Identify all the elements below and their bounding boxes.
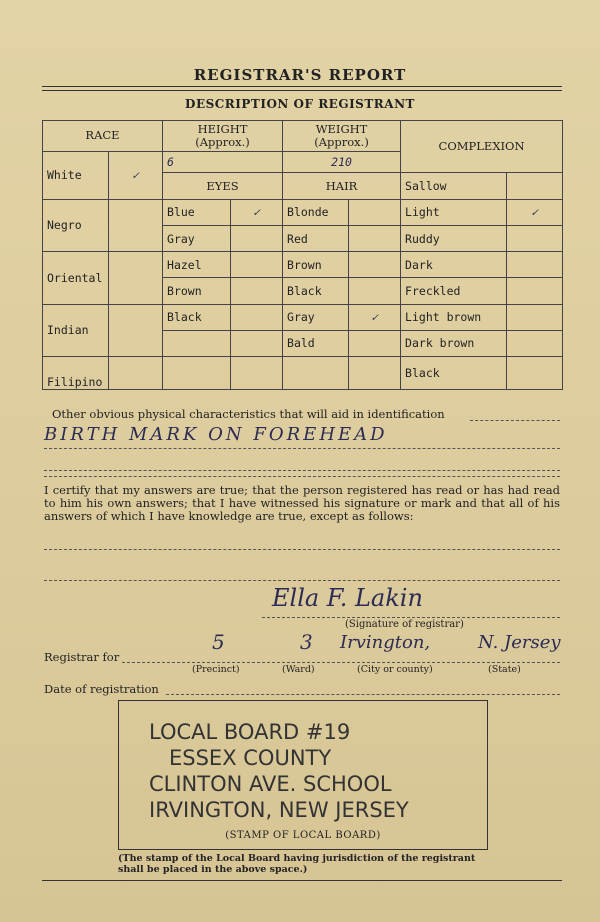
complexion-black: Black [401, 357, 507, 390]
title-rule-2 [42, 90, 562, 91]
complexion-light-check: ✓ [507, 199, 563, 225]
description-table [42, 120, 563, 390]
ward-label: (Ward) [282, 664, 315, 675]
weight-value: 210 [283, 151, 401, 173]
title-rule [42, 86, 562, 87]
complexion-sallow: Sallow [401, 173, 507, 199]
race-white-check: ✓ [109, 151, 163, 199]
eyes-header: EYES [163, 173, 283, 199]
date-label: Date of registration [44, 682, 159, 696]
hair-red: Red [283, 225, 349, 251]
precinct-label: (Precinct) [192, 664, 240, 675]
state-label: (State) [488, 664, 521, 675]
height-header: HEIGHT (Approx.) [163, 121, 283, 152]
race-filipino-label: Filipino [43, 357, 109, 390]
hair-blonde: Blonde [283, 199, 349, 225]
city-label: (City or county) [357, 664, 433, 675]
hair-bald: Bald [283, 330, 349, 356]
eyes-gray: Gray [163, 225, 231, 251]
complexion-dark-brown: Dark brown [401, 330, 507, 356]
state-value: N. Jersey [478, 632, 561, 653]
complexion-ruddy: Ruddy [401, 225, 507, 251]
eyes-brown: Brown [163, 278, 231, 304]
race-header: RACE [43, 121, 163, 152]
complexion-light: Light [401, 199, 507, 225]
complexion-light-brown: Light brown [401, 304, 507, 330]
registrar-for-label: Registrar for [44, 650, 120, 664]
weight-header: WEIGHT (Approx.) [283, 121, 401, 152]
hair-gray-check: ✓ [349, 304, 401, 330]
description-subtitle: DESCRIPTION OF REGISTRANT [185, 97, 415, 111]
city-value: Irvington, [340, 632, 431, 653]
hair-header: HAIR [283, 173, 401, 199]
bottom-rule [42, 880, 562, 881]
race-negro-label: Negro [43, 199, 109, 251]
eyes-blue-check: ✓ [231, 199, 283, 225]
report-title: REGISTRAR'S REPORT [193, 66, 407, 84]
stamp-text: LOCAL BOARD #19 ESSEX COUNTY CLINTON AVE. SCHOOL IRVINGTON, NEW JERSEY [149, 720, 409, 822]
signature-label: (Signature of registrar) [345, 619, 464, 630]
hair-black: Black [283, 278, 349, 304]
height-value: 6 [163, 151, 283, 173]
stamp-caption: (STAMP OF LOCAL BOARD) [225, 830, 381, 841]
hair-gray: Gray [283, 304, 349, 330]
race-white-label: White [43, 151, 109, 199]
eyes-blue: Blue [163, 199, 231, 225]
precinct-value: 5 [212, 630, 225, 654]
complexion-dark: Dark [401, 252, 507, 278]
race-indian-label: Indian [43, 304, 109, 356]
local-board-stamp [118, 700, 488, 850]
registrar-signature: Ella F. Lakin [272, 584, 423, 612]
other-characteristics-value: BIRTH MARK ON FOREHEAD [44, 424, 388, 445]
complexion-header: COMPLEXION [401, 121, 563, 173]
eyes-black: Black [163, 304, 231, 330]
hair-brown: Brown [283, 252, 349, 278]
complexion-freckled: Freckled [401, 278, 507, 304]
race-oriental-label: Oriental [43, 252, 109, 304]
other-characteristics-label: Other obvious physical characteristics that will aid in identification [52, 407, 445, 421]
eyes-hazel: Hazel [163, 252, 231, 278]
certify-text: I certify that my answers are true; that the person registered has read or has had read to him his own answers; that I have witnessed his signature or mark and that all of his answers of which I have knowledge are true, except as follows: [44, 483, 560, 523]
ward-value: 3 [300, 630, 313, 654]
footnote: (The stamp of the Local Board having jurisdiction of the registrant shall be placed in the above space.) [118, 853, 476, 875]
